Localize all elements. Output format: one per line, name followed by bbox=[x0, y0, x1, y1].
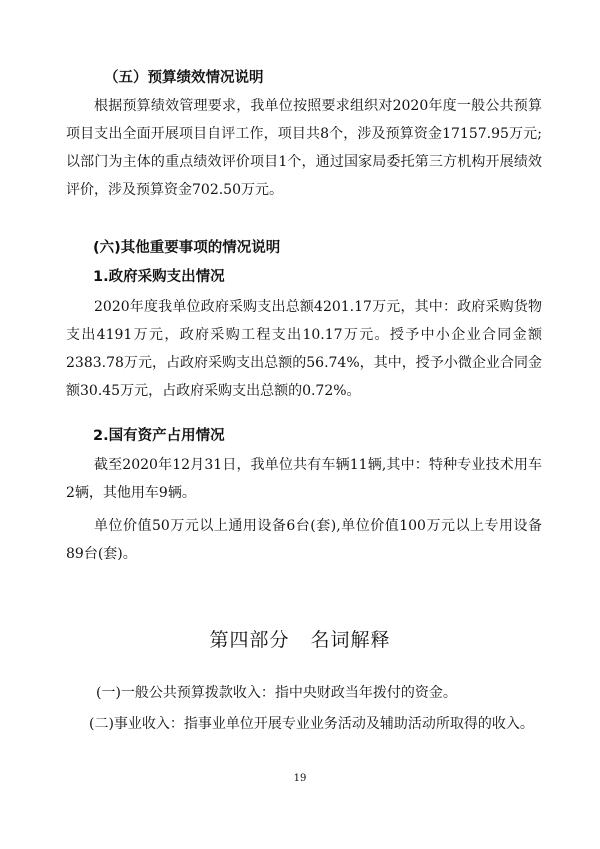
section6-heading: (六)其他重要事项的情况说明 bbox=[93, 240, 281, 256]
procurement-paragraph: 2020年度我单位政府采购支出总额4201.17万元，其中：政府采购货物支出4191万元，政府采购工程支出10.17万元。授予中小企业合同金额2383.78万元，占政府采购支出总额的56.74%，其中，授予小微企业合同金额30.45万元，占政府采购支出总额的0.72%。 bbox=[66, 299, 542, 399]
part-title: 第四部分 名词解释 bbox=[209, 629, 391, 651]
assets-heading: 2.国有资产占用情况 bbox=[93, 428, 225, 444]
section5-heading: （五）预算绩效情况说明 bbox=[104, 70, 264, 86]
page-number: 19 bbox=[293, 773, 307, 784]
procurement-heading: 1.政府采购支出情况 bbox=[93, 269, 225, 285]
section5-paragraph: 根据预算绩效管理要求，我单位按照要求组织对2020年度一般公共预算项目支出全面开展项目自评工作，项目共8个，涉及预算资金17157.95万元;以部门为主体的重点绩效评价项目1个，通过国家局委托第三方机构开展绩效评价，涉及预算资金702.50万元。 bbox=[66, 98, 542, 198]
definition-item-2: (二)事业收入：指事业单位开展专业业务活动及辅助活动所取得的收入。 bbox=[89, 716, 534, 732]
definition-item-1: (一)一般公共预算拨款收入：指中央财政当年拨付的资金。 bbox=[96, 685, 457, 701]
assets-paragraph-equipment: 单位价值50万元以上通用设备6台(套),单位价值100万元以上专用设备89台(套)。 bbox=[66, 518, 542, 562]
assets-paragraph-vehicles: 截至2020年12月31日，我单位共有车辆11辆,其中：特种专业技术用车2辆，其他用车9辆。 bbox=[66, 457, 542, 501]
